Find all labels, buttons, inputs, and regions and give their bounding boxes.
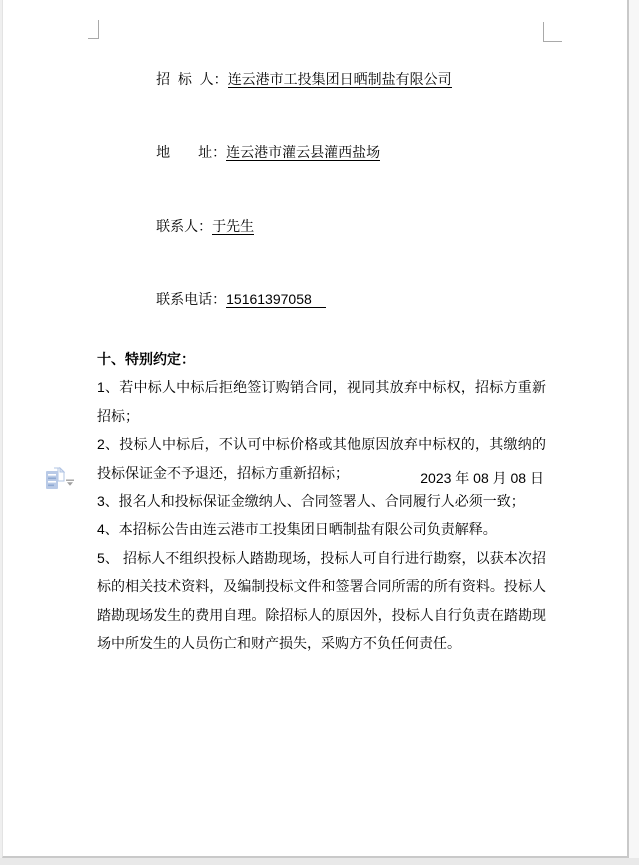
text-boundary-mark-top-right <box>543 22 562 42</box>
contact-line-address <box>125 116 546 190</box>
paste-options-icon[interactable] <box>45 467 65 496</box>
clause-4: 4、本招标公告由连云港市工投集团日晒制盐有限公司负责解释。 <box>97 521 497 538</box>
paste-options-button[interactable] <box>45 466 77 492</box>
text-boundary-mark-top-left <box>88 20 99 39</box>
address-value: 连云港市灌云县灌西盐场 <box>226 144 381 160</box>
phone-label: 联系电话： <box>156 291 227 307</box>
document-date: 2023 年 08 月 08 日 <box>420 470 544 486</box>
clause-3: 3、报名人和投标保证金缴纳人、合同签署人、合同履行人必须一致； <box>97 493 525 510</box>
contact-line-bidder <box>125 42 546 116</box>
page-bottom-margin-area <box>0 858 639 865</box>
contact-line-phone <box>125 263 546 337</box>
page-right-margin-area <box>629 0 639 865</box>
section-heading: 十、特别约定： <box>97 351 195 367</box>
document-page <box>2 0 629 858</box>
contact-block <box>97 42 546 336</box>
bidder-label: 招 标 人： <box>156 70 228 87</box>
clause-2: 2、投标人中标后，不认可中标价格或其他原因放弃中标权的，其缴纳的投标保证金不予退还，招标方重新招标； <box>97 436 546 481</box>
clause-1: 1、若中标人中标后拒绝签订购销合同，视同其放弃中标权，招标方重新招标； <box>97 379 546 424</box>
bidder-value: 连云港市工投集团日晒制盐有限公司 <box>227 70 452 87</box>
contact-person-label: 联系人： <box>156 217 213 234</box>
contact-line-person <box>125 189 546 263</box>
dropdown-arrow-icon[interactable] <box>65 474 75 492</box>
address-label: 地 址： <box>156 144 227 160</box>
special-terms-section <box>97 345 546 657</box>
contact-person-value: 于先生 <box>212 217 255 234</box>
phone-value: 15161397058 <box>226 291 326 308</box>
document-content <box>97 42 546 657</box>
clause-5: 5、 招标人不组织投标人踏勘现场，投标人可自行进行勘察，以获本次招标的相关技术资料，及编制投标文件和签署合同所需的所有资料。投标人踏勘现场发生的费用自理。除招标人的原因外，投标人自行负责在踏勘现场中所发生的人员伤亡和财产损失，采购方不负任何责任。 <box>97 549 546 652</box>
